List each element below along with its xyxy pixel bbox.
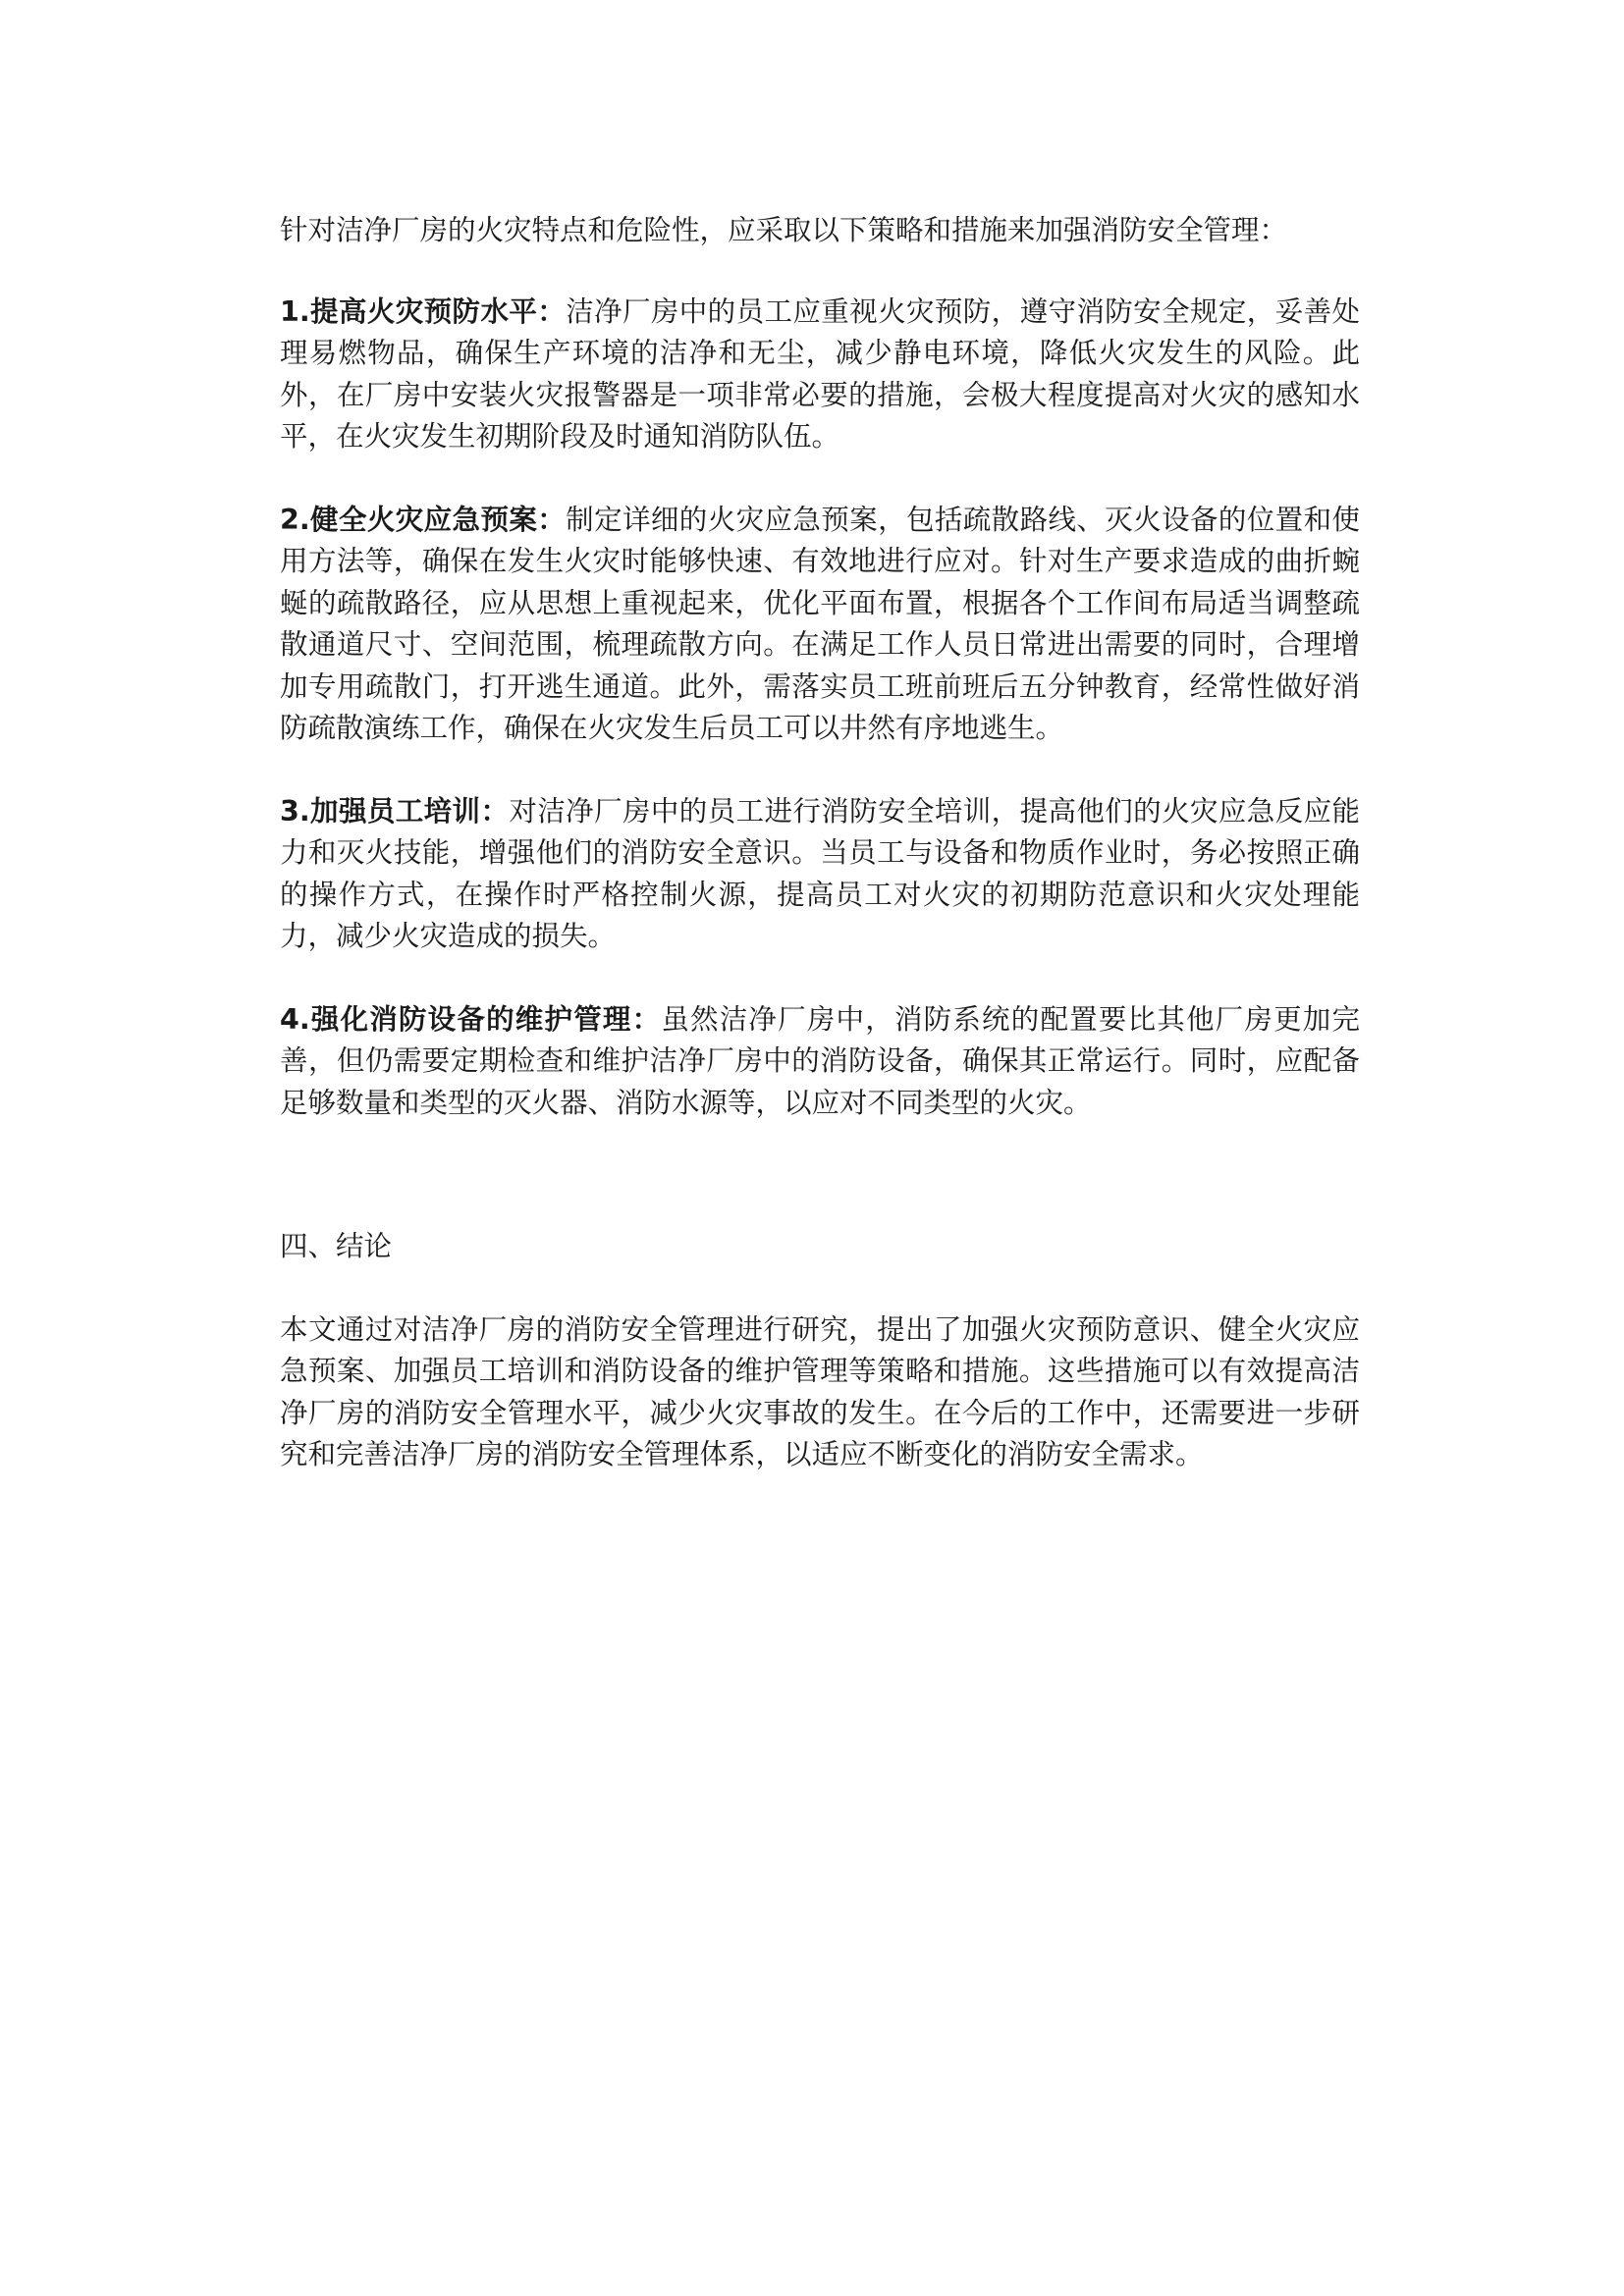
conclusion-heading: 四、结论: [280, 1230, 393, 1262]
strategy-item-title: 2.健全火灾应急预案：: [280, 503, 567, 536]
strategy-item-body: 制定详细的火灾应急预案，包括疏散路线、灭火设备的位置和使用方法等，确保在发生火灾时能够快速、有效地进行应对。针对生产要求造成的曲折蜿蜒的疏散路径，应从思想上重视起来，优化平面布置，根据各个工作间布局适当调整疏散通道尺寸、空间范围，梳理疏散方向。在满足工作人员日常进出需要的同时，合理增加专用疏散门，打开逃生通道。此外，需落实员工班前班后五分钟教育，经常性做好消防疏散演练工作，确保在火灾发生后员工可以井然有序地逃生。: [280, 503, 1360, 744]
conclusion-paragraph: 本文通过对洁净厂房的消防安全管理进行研究，提出了加强火灾预防意识、健全火灾应急预案、加强员工培训和消防设备的维护管理等策略和措施。这些措施可以有效提高洁净厂房的消防安全管理水平，减少火灾事故的发生。在今后的工作中，还需要进一步研究和完善洁净厂房的消防安全管理体系，以适应不断变化的消防安全需求。: [280, 1312, 1360, 1470]
strategy-item-title: 3.加强员工培训：: [280, 794, 510, 828]
strategy-item-body: 虽然洁净厂房中，消防系统的配置要比其他厂房更加完善，但仍需要定期检查和维护洁净厂房中的消防设备，确保其正常运行。同时，应配备足够数量和类型的灭火器、消防水源等，以应对不同类型的火灾。: [280, 1002, 1360, 1119]
strategy-item-body: 对洁净厂房中的员工进行消防安全培训，提高他们的火灾应急反应能力和灭火技能，增强他们的消防安全意识。当员工与设备和物质作业时，务必按照正确的操作方式，在操作时严格控制火源，提高员工对火灾的初期防范意识和火灾处理能力，减少火灾造成的损失。: [280, 794, 1360, 952]
intro-paragraph: 针对洁净厂房的火灾特点和危险性，应采取以下策略和措施来加强消防安全管理：: [280, 214, 1288, 246]
strategy-item-title: 4.强化消防设备的维护管理：: [280, 1002, 662, 1036]
document-page: [280, 210, 1360, 1476]
strategy-item-1: [280, 292, 1360, 458]
strategy-item-4: [280, 999, 1360, 1125]
strategy-item-title: 1.提高火灾预防水平：: [280, 294, 567, 328]
strategy-item-3: [280, 791, 1360, 958]
strategy-item-body: 洁净厂房中的员工应重视火灾预防，遵守消防安全规定，妥善处理易燃物品，确保生产环境的洁净和无尘，减少静电环境，降低火灾发生的风险。此外，在厂房中安装火灾报警器是一项非常必要的措施，会极大程度提高对火灾的感知水平，在火灾发生初期阶段及时通知消防队伍。: [280, 294, 1360, 453]
strategy-item-2: [280, 500, 1360, 750]
